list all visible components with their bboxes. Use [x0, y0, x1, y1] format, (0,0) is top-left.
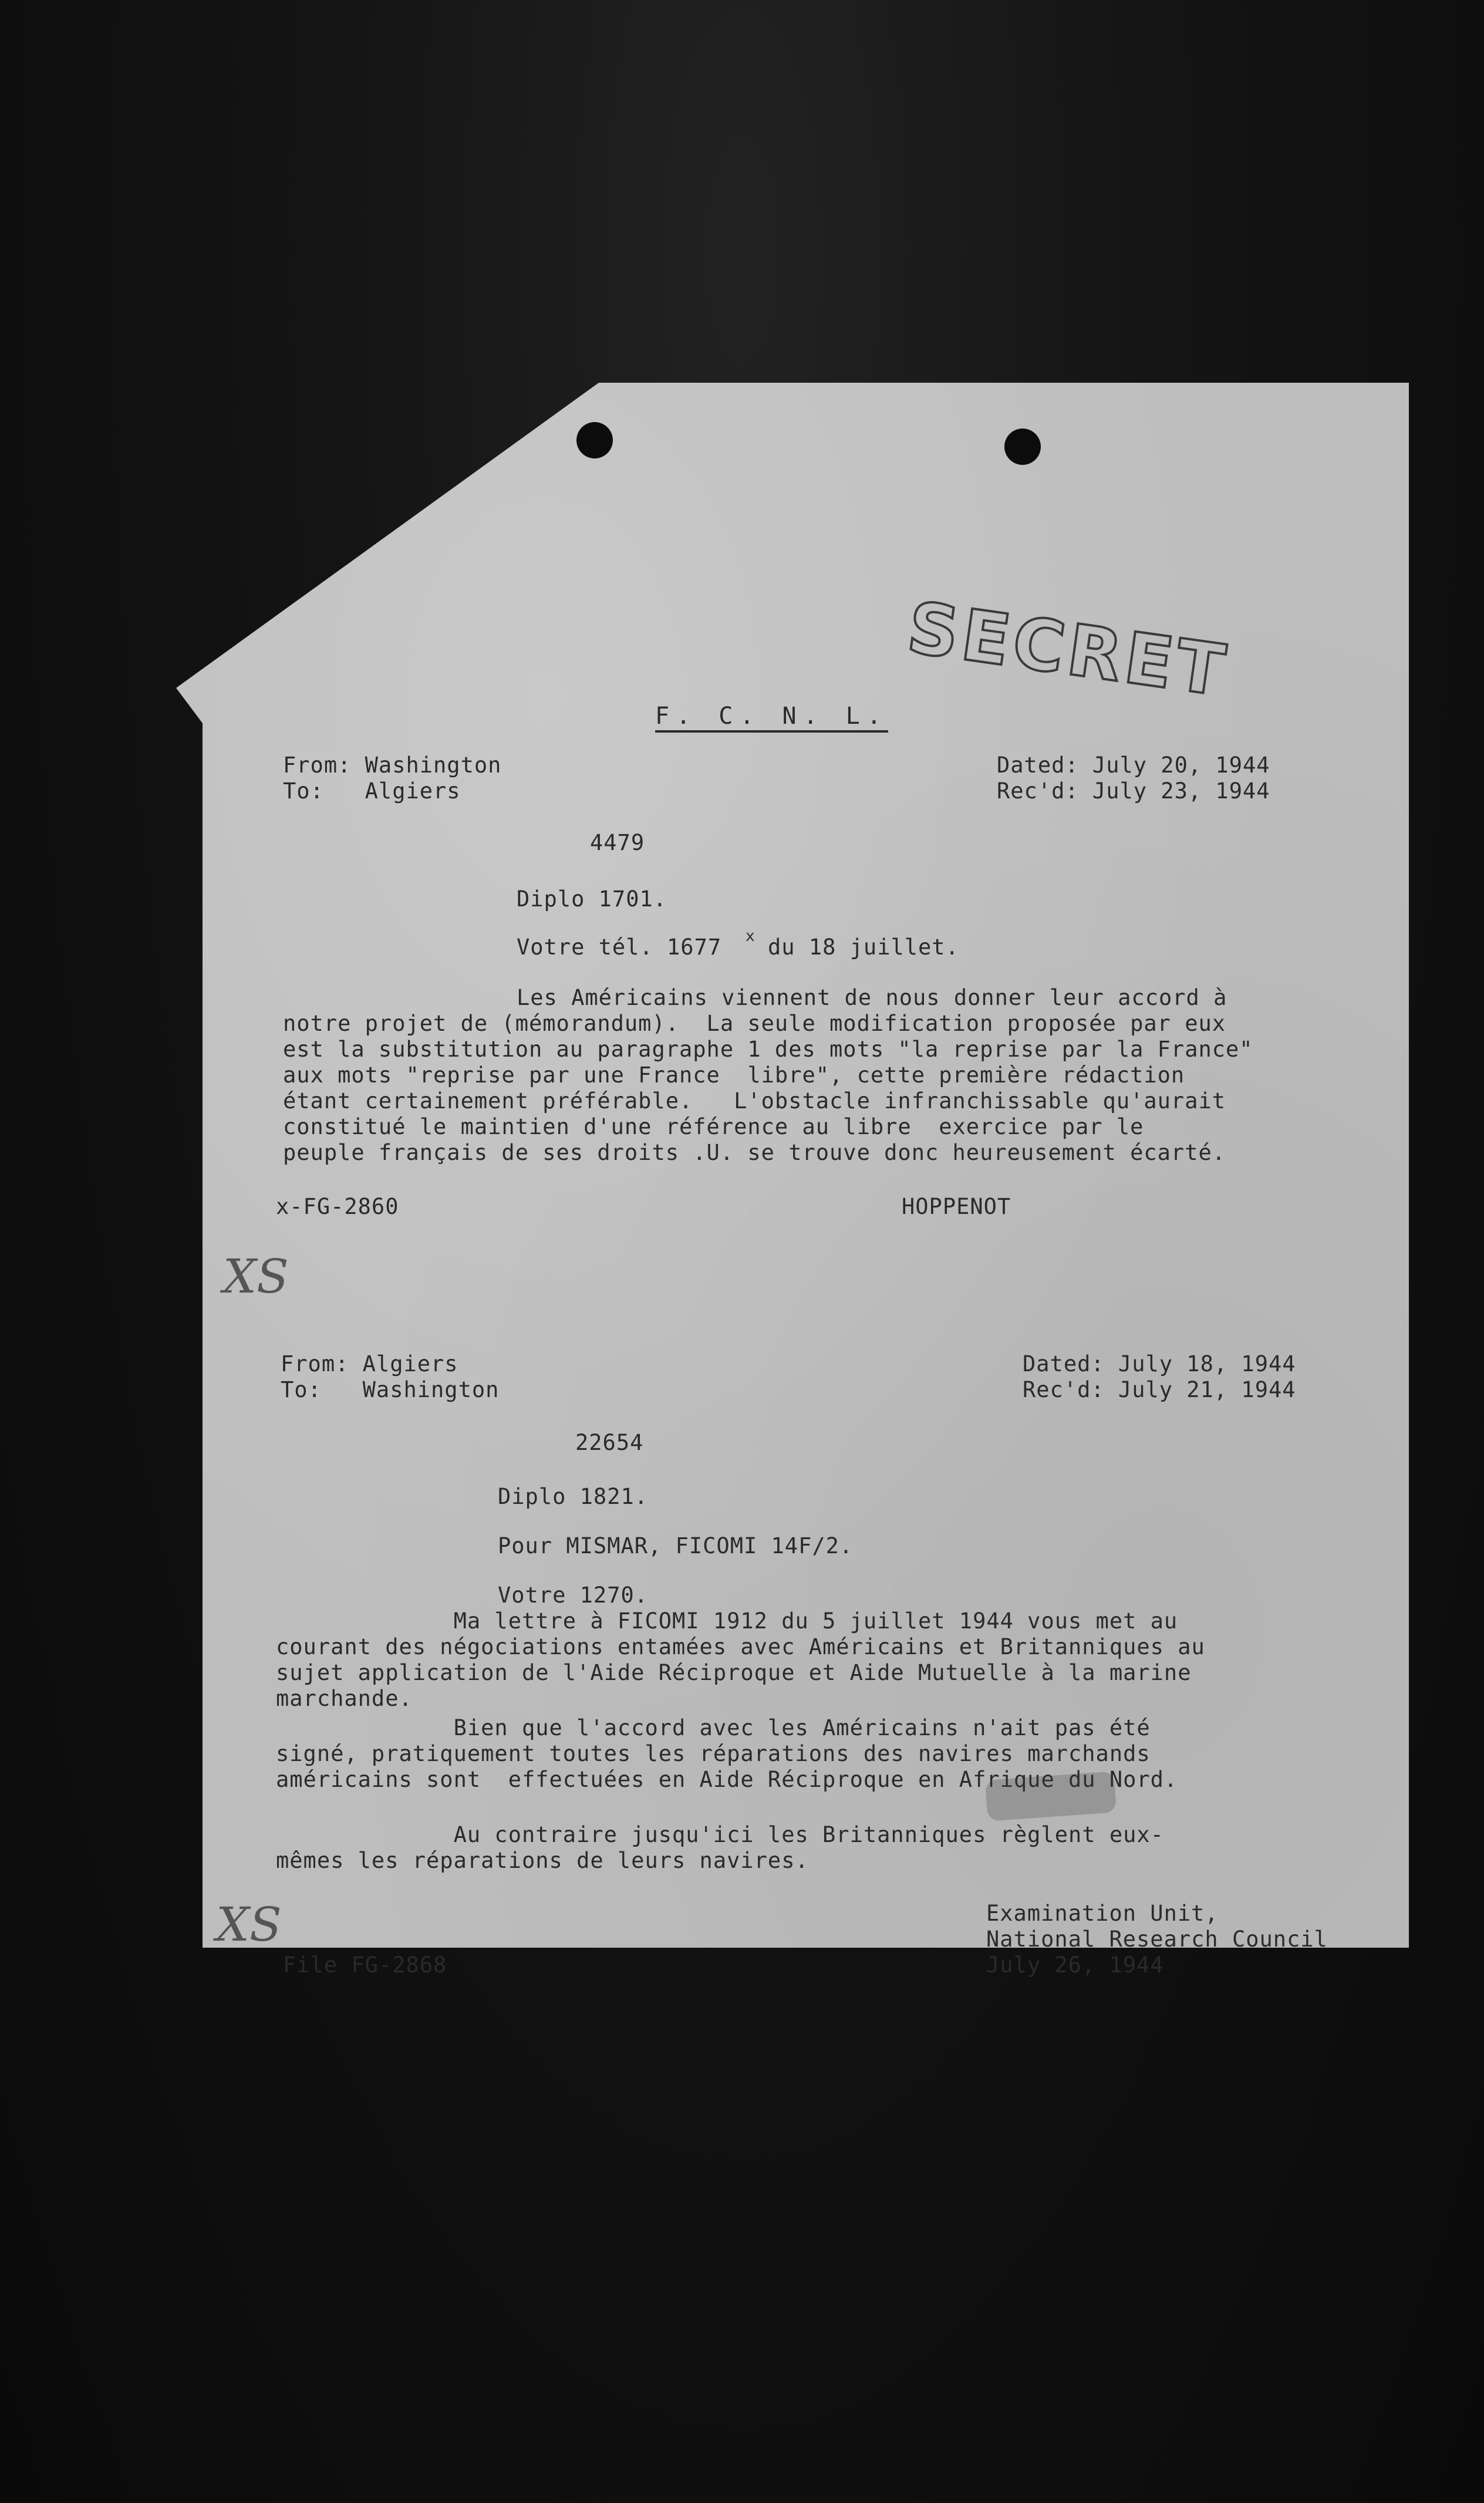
msg2-body-line: marchande. [276, 1686, 413, 1711]
msg2-dated: Dated: July 18, 1944 [1023, 1351, 1296, 1377]
msg1-body-line: étant certainement préférable. L'obstacle infranchissable qu'aurait [283, 1088, 1226, 1114]
msg1-reference-superscript: x [746, 927, 755, 945]
msg2-number: 22654 [575, 1430, 644, 1455]
msg2-body-line: Ma lettre à FICOMI 1912 du 5 juillet 1944 vous met au [276, 1608, 1178, 1634]
msg1-from: From: Washington [283, 753, 502, 778]
footer-date: July 26, 1944 [986, 1952, 1164, 1978]
msg2-body-line: courant des négociations entamées avec Américains et Britanniques au [276, 1634, 1205, 1659]
msg2-to: To: Washington [281, 1377, 500, 1402]
msg1-body-line: peuple français de ses droits .U. se trouve donc heureusement écarté. [283, 1140, 1226, 1165]
msg2-body-line: Au contraire jusqu'ici les Britanniques règlent eux- [276, 1822, 1164, 1847]
msg1-body-line: Les Américains viennent de nous donner leur accord à [517, 985, 1227, 1010]
footer-file: File FG-2868 [283, 1952, 447, 1978]
msg1-number: 4479 [590, 830, 645, 855]
msg1-body-line: constitué le maintien d'une référence au libre exercice par le [283, 1114, 1144, 1139]
msg1-to: To: Algiers [283, 778, 461, 804]
msg2-from: From: Algiers [281, 1351, 458, 1377]
msg2-body-line: mêmes les réparations de leurs navires. [276, 1848, 809, 1873]
msg2-body-line: Bien que l'accord avec les Américains n'ait pas été [276, 1715, 1151, 1740]
msg2-pour: Pour MISMAR, FICOMI 14F/2. [498, 1533, 854, 1559]
msg2-body-line: signé, pratiquement toutes les réparations des navires marchands [276, 1741, 1151, 1766]
handwritten-annotation-1: XS [223, 1249, 289, 1304]
agency-header: F. C. N. L. [655, 703, 888, 733]
msg2-received: Rec'd: July 21, 1944 [1023, 1377, 1296, 1402]
msg1-body-line: est la substitution au paragraphe 1 des mots "la reprise par la France" [283, 1037, 1253, 1062]
msg2-body-line: américains sont effectuées en Aide Réciproque en Afrique du Nord. [276, 1767, 1178, 1792]
msg1-dated: Dated: July 20, 1944 [997, 753, 1270, 778]
msg1-reference-date: du 18 juillet. [768, 935, 959, 960]
msg2-body-line: sujet application de l'Aide Réciproque et Aide Mutuelle à la marine [276, 1660, 1192, 1685]
msg1-diplo: Diplo 1701. [517, 886, 667, 912]
msg1-received: Rec'd: July 23, 1944 [997, 778, 1270, 804]
msg1-signature: HOPPENOT [902, 1194, 1011, 1219]
msg2-diplo: Diplo 1821. [498, 1484, 649, 1509]
msg1-body-line: notre projet de (mémorandum). La seule modification proposée par eux [283, 1011, 1226, 1036]
secret-stamp: SECRET [902, 587, 1233, 713]
msg1-body-line: aux mots "reprise par une France libre", cette première rédaction [283, 1062, 1185, 1088]
msg1-ref-code: x-FG-2860 [276, 1194, 399, 1219]
footer-council: National Research Council [986, 1927, 1328, 1952]
handwritten-annotation-2: XS [216, 1897, 282, 1952]
msg2-votre: Votre 1270. [498, 1583, 649, 1608]
punch-hole-left [576, 422, 613, 458]
msg1-reference: Votre tél. 1677 [517, 935, 722, 960]
punch-hole-right [1004, 429, 1041, 465]
footer-unit: Examination Unit, [986, 1901, 1219, 1926]
